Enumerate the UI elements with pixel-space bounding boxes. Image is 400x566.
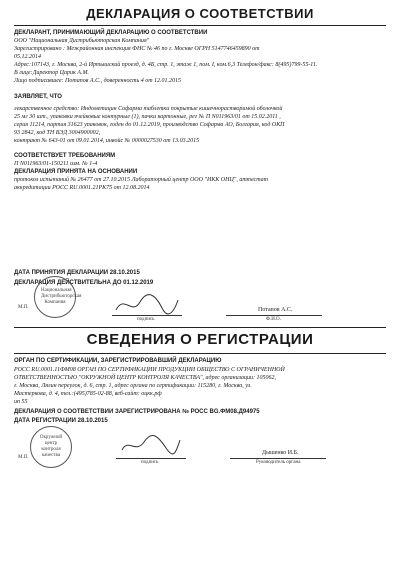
certification-stamp-text: Окружной центр контроля качества: [39, 435, 63, 458]
head-signature-underline: [116, 458, 186, 459]
complies-heading: СООТВЕТСТВУЕТ ТРЕБОВАНИЯМ: [14, 153, 116, 159]
head-name-underline: [230, 458, 326, 459]
registration-line-1: Зарегистрировано : Межрайонная инспекция ФНС № 46 по г. Москве ОГРН 5147746459890 от: [14, 46, 260, 52]
registration-mp-label: М.П.: [18, 455, 29, 460]
registration-title-divider: [14, 353, 386, 354]
declarant-signature: [112, 290, 182, 318]
signature-underline: [112, 315, 182, 316]
section-divider: [14, 327, 386, 328]
product-line-3: серия 11214, партия 31623 упаковок, годен до 01.12.2019, производство Софарма АО, Болгария, код ОКП: [14, 122, 285, 128]
declaration-title: ДЕКЛАРАЦИЯ О СООТВЕТСТВИИ: [86, 6, 314, 21]
signer-name: Потапов А.С.: [258, 307, 293, 313]
registration-signature-label: подпись: [141, 460, 159, 465]
basis-heading: ДЕКЛАРАЦИЯ ПРИНЯТА НА ОСНОВАНИИ: [14, 169, 138, 175]
declarant-heading: ДЕКЛАРАНТ, ПРИНИМАЮЩИЙ ДЕКЛАРАЦИЮ О СООТВЕТСТВИИ: [14, 30, 208, 36]
company-stamp: [34, 276, 82, 318]
head-title: Руководитель органа: [256, 460, 301, 465]
organ-heading: ОРГАН ПО СЕРТИФИКАЦИИ, ЗАРЕГИСТРИРОВАВШИЙ ДЕКЛАРАЦИЮ: [14, 358, 222, 364]
signature-label: подпись: [137, 317, 155, 322]
registered-line: ДЕКЛАРАЦИЯ О СООТВЕТСТВИИ ЗАРЕГИСТРИРОВАНА № РОСС BG.ФМ08.Д94975: [14, 409, 260, 415]
head-signature: [118, 432, 184, 458]
fio-label: Ф.И.О.: [266, 317, 281, 322]
organ-line-2: ОТВЕТСТВЕННОСТЬЮ "ОКРУЖНОЙ ЦЕНТР КОНТРОЛЯ КАЧЕСТВА", адрес организации: 105062,: [14, 375, 276, 381]
basis-line-1: протокол испытаний № 26477 от 27.10.2015 Лабораторный центр ООО "ИКК ОНЦ", аттестат: [14, 177, 268, 183]
company-stamp-text: Национальная Дистрибьюторская Компания: [41, 288, 82, 305]
registration-title: СВЕДЕНИЯ О РЕГИСТРАЦИИ: [86, 331, 314, 348]
states-heading: ЗАЯВЛЯЕТ, ЧТО: [14, 94, 62, 100]
registration-date: ДАТА РЕГИСТРАЦИИ 28.10.2015: [14, 418, 108, 424]
basis-line-2: аккредитации РОСС RU.0001.21РК75 от 12.08.2014: [14, 185, 150, 191]
title-divider: [14, 25, 386, 26]
product-line-5: контракт № 643-01 от 09.01.2014, инвойс № 0000027530 от 13.03.2015: [14, 138, 200, 144]
organ-line-3: г. Москва, Лялин переулок, д. 6, стр. 1, адрес органа по сертификации: 115280, г. Москва, ул.: [14, 383, 252, 389]
head-name: Дышенко И.Б.: [262, 450, 299, 456]
company-name: ООО "Национальная Дистрибьюторская Компания": [14, 38, 150, 44]
director-line: В лице:Директор Царик А.М.: [14, 70, 89, 76]
registration-line-2: 05.12.2014: [14, 54, 41, 60]
product-line-4: 93 2842, код ТН ВЭД 3004900002,: [14, 130, 101, 136]
valid-until: ДЕКЛАРАЦИЯ ДЕЙСТВИТЕЛЬНА ДО 01.12.2019: [14, 280, 154, 286]
organ-line-1: РОСС RU.0001.11ФМ08 ОРГАН ПО СЕРТИФИКАЦИИ ПРОДУКЦИИ ОБЩЕСТВО С ОГРАНИЧЕННОЙ: [14, 367, 285, 373]
organ-line-4: Мастеркова, д. 4, тел.:(495)785-02-88, веб-сайт: оцкк.рф: [14, 391, 162, 397]
address-line: Адрес:107143, г. Москва, 2-й Иртышский проезд, д. 4Б, стр. 1, этаж 1, пом. I, ком.6,3 Телефон/факс: 8(495)799-55-11.: [14, 62, 318, 68]
product-line-2: 25 мг 30 шт., упаковки ячейковые контурные (1), пачки картонные, рег № П N011963/01 от 15.02.2011 ,: [14, 114, 281, 120]
requirements-line: П N011963/01-150211 изм. № 1-4: [14, 161, 98, 167]
mp-label: М.П.: [18, 305, 29, 310]
name-underline: [226, 315, 322, 316]
product-line-1: лекарственное средство: Индометацин Софарма таблетки покрытые кишечнорастворимой оболочкой: [14, 106, 283, 112]
certification-stamp: [30, 426, 72, 468]
organ-line-5: ип 55: [14, 399, 28, 405]
signer-line: Лицо подписавшее: Потапов А.С., доверенность 4 от 12.01.2015: [14, 78, 182, 84]
date-accepted: ДАТА ПРИНЯТИЯ ДЕКЛАРАЦИИ 28.10.2015: [14, 270, 140, 276]
